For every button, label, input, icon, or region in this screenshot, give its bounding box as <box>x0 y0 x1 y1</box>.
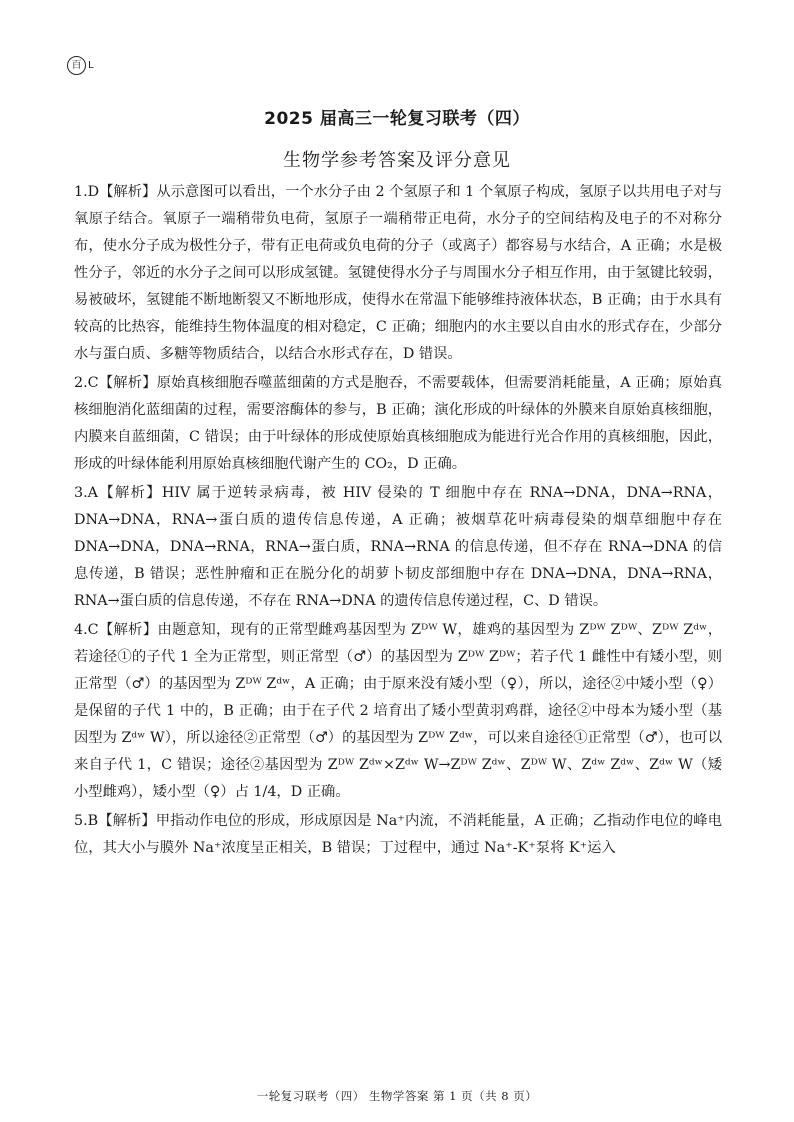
answer-list <box>74 179 722 864</box>
logo <box>67 56 94 75</box>
page-footer: 一轮复习联考（四） 生物学答案 第 1 页（共 8 页） <box>256 1089 538 1103</box>
logo-suffix: L <box>88 60 94 71</box>
answer-item-1: 1.D【解析】从示意图可以看出，一个水分子由 2 个氢原子和 1 个氧原子构成，氢原子以共用电子对与氧原子结合。氧原子一端稍带负电荷，氢原子一端稍带正电荷，水分子的空间结构及电子的不对称分布，使水分子成为极性分子，带有正电荷或负电荷的分子（或离子）都容易与水结合，A 正确；水是极性分子，邻近的水分子之间可以形成氢键。氢键使得水分子与周围水分子相互作用，由于氢键比较弱，易被破坏，氢键能不断地断裂又不断地形成，使得水在常温下能够维持液体状态，B 正确；由于水具有较高的比热容，能维持生物体温度的相对稳定，C 正确；细胞内的水主要以自由水的形式存在，少部分水与蛋白质、多糖等物质结合，以结合水形式存在，D 错误。 <box>74 184 722 362</box>
logo-seal-icon: 百 <box>67 56 86 75</box>
answer-item-3: 3.A【解析】HIV 属于逆转录病毒，被 HIV 侵染的 T 细胞中存在 RNA→DNA，DNA→RNA，DNA→DNA，RNA→蛋白质的遗传信息传递，A 正确；被烟草花叶病毒侵染的烟草细胞中存在 DNA→DNA，DNA→RNA，RNA→蛋白质，RNA→RNA 的信息传递，但不存在 RNA→DNA 的信息传递，B 错误；恶性肿瘤和正在脱分化的胡萝卜韧皮部细胞中存在 DNA→DNA，DNA→RNA，RNA→蛋白质的信息传递，不存在 RNA→DNA 的遗传信息传递过程，C、D 错误。 <box>74 485 722 609</box>
answer-item-2: 2.C【解析】原始真核细胞吞噬蓝细菌的方式是胞吞，不需要载体，但需要消耗能量，A 正确；原始真核细胞消化蓝细菌的过程，需要溶酶体的参与，B 正确；演化形成的叶绿体的外膜来自原始真核细胞，内膜来自蓝细菌，C 错误；由于叶绿体的形成使原始真核细胞成为能进行光合作用的真核细胞，因此，形成的叶绿体能利用原始真核细胞代谢产生的 CO₂，D 正确。 <box>74 375 722 472</box>
answer-item-4: 4.C【解析】由题意知，现有的正常型雌鸡基因型为 Zᴰᵂ W，雄鸡的基因型为 Zᴰᵂ Zᴰᵂ、Zᴰᵂ Zᵈʷ，若途径①的子代 1 全为正常型，则正常型（♂）的基因型为 Zᴰᵂ Zᴰᵂ；若子代 1 雌性中有矮小型，则正常型（♂）的基因型为 Zᴰᵂ Zᵈʷ，A 正确；由于原来没有矮小型（♀），所以，途径②中矮小型（♀）是保留的子代 1 中的，B 正确；由于在子代 2 培育出了矮小型黄羽鸡群，途径②中母本为矮小型（基因型为 Zᵈʷ W），所以途径②正常型（♂）的基因型为 Zᴰᵂ Zᵈʷ，可以来自途径①正常型（♂），也可以来自子代 1，C 错误；途径②基因型为 Zᴰᵂ Zᵈʷ×Zᵈʷ W→Zᴰᵂ Zᵈʷ、Zᴰᵂ W、Zᵈʷ Zᵈʷ、Zᵈʷ W（矮小型雌鸡），矮小型（♀）占 1/4，D 正确。 <box>74 622 722 800</box>
answer-item-5: 5.B【解析】甲指动作电位的形成，形成原因是 Na⁺内流，不消耗能量，A 正确；乙指动作电位的峰电位，其大小与膜外 Na⁺浓度呈正相关，B 错误；丁过程中，通过 Na⁺-K⁺泵将 K⁺运入 <box>74 813 722 856</box>
page-title: 2025 届高三一轮复习联考（四） <box>264 109 530 129</box>
page-subtitle: 生物学参考答案及评分意见 <box>283 150 511 171</box>
